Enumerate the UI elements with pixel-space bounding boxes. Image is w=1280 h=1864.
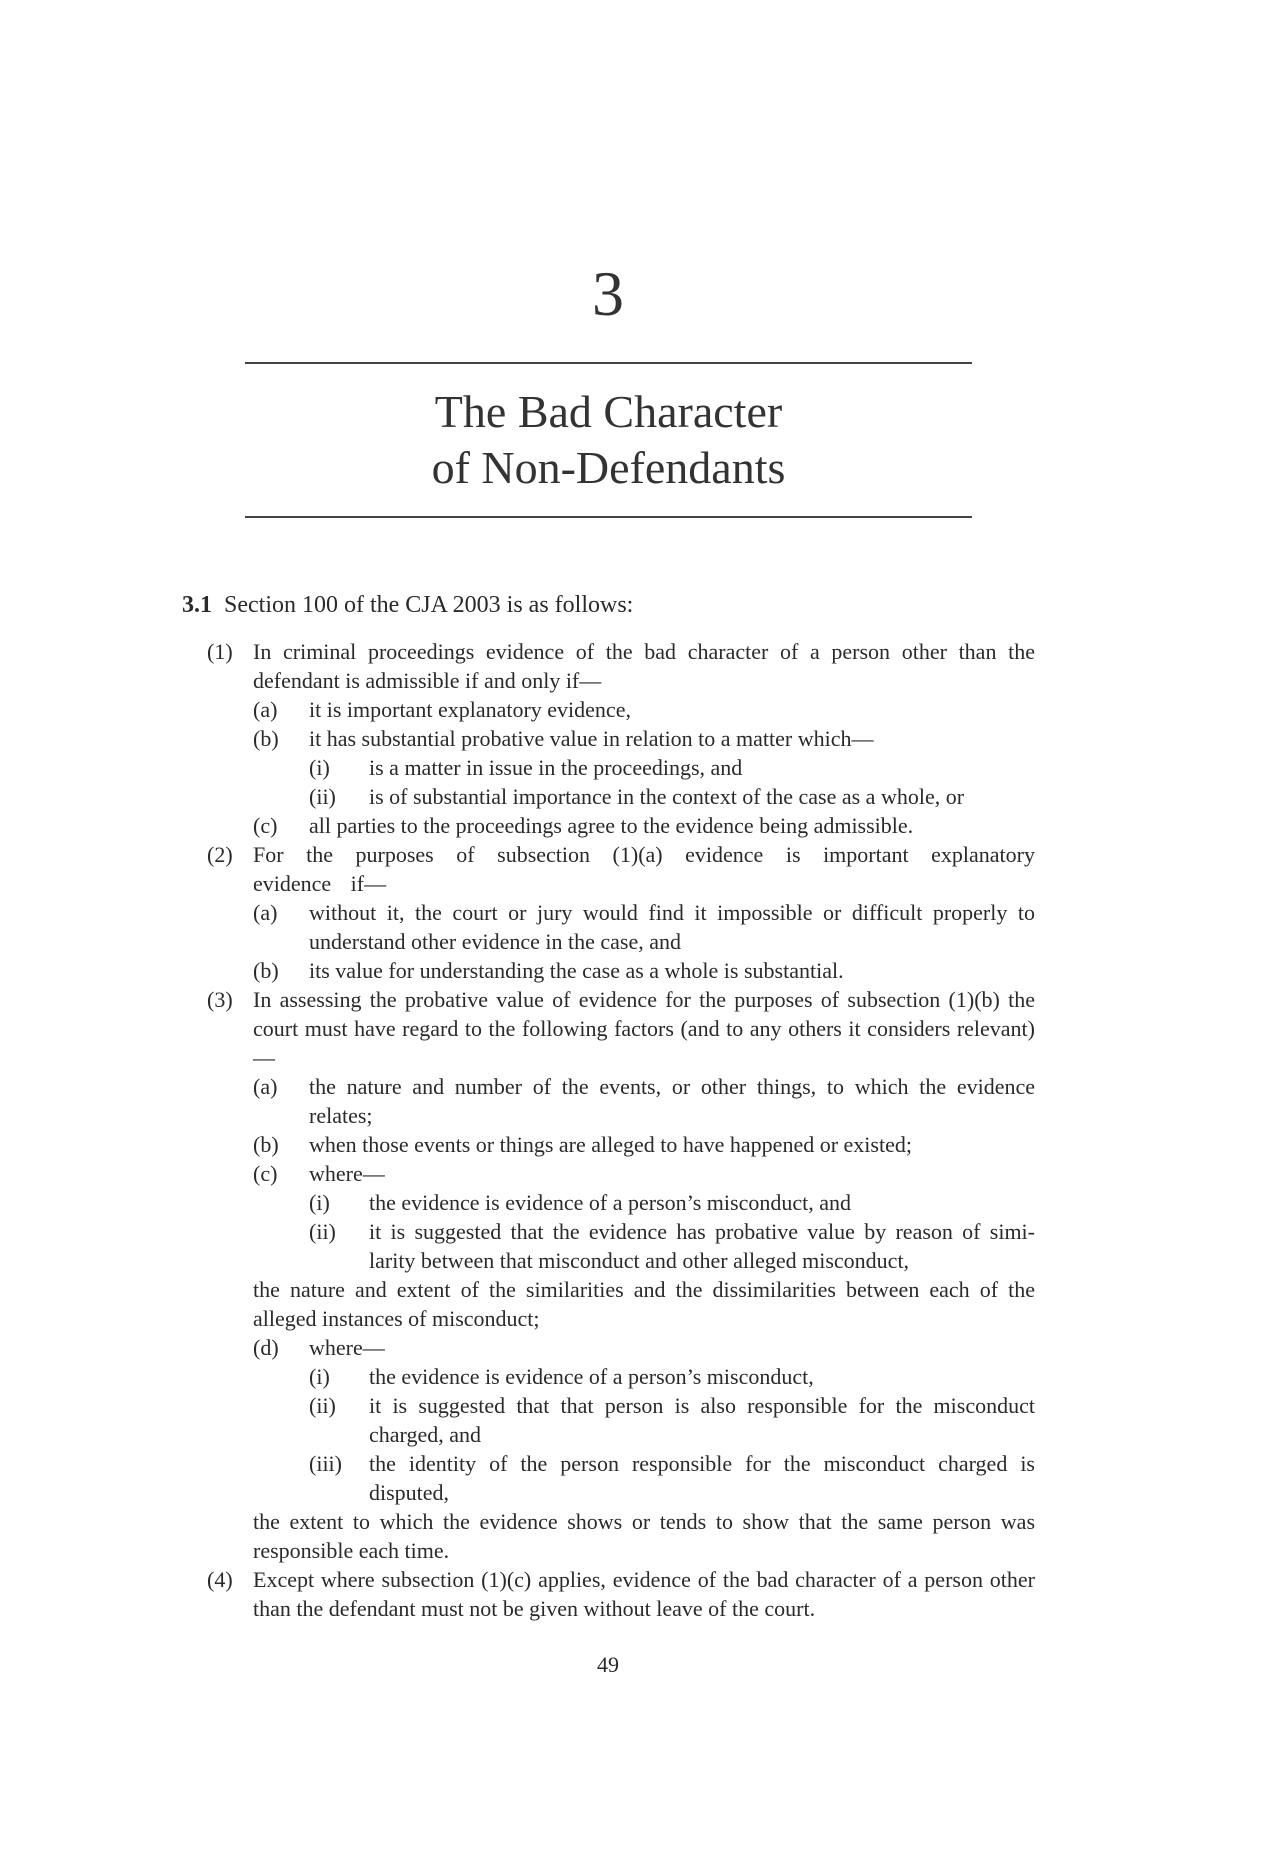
s3-c-label: (c) [253,1161,278,1186]
top-rule [245,362,972,364]
subsection-4-label: (4) [207,1567,233,1592]
s3-d-text: where— [309,1335,385,1360]
section-number: 3.1 [182,592,212,618]
s1-b-i-label: (i) [309,755,330,780]
chapter-title-line-1: The Bad Character [434,386,783,437]
bottom-rule [245,516,972,518]
s3-d-iii-label: (iii) [309,1451,342,1476]
chapter-title-line-2: of Non-Defendants [431,442,786,493]
section-heading [182,591,633,620]
s1-b-text: it has substantial probative value in relation to a matter which— [309,726,874,751]
chapter-number: 3 [592,258,624,329]
s3-d-label: (d) [253,1335,279,1360]
s3-b-text: when those events or things are alleged to have happened or existed; [309,1132,912,1157]
subsection-2-text: For the purposes of subsection (1)(a) evidence is important explanatory evidence if— [253,842,1035,896]
s3-a-text: the nature and number of the events, or other things, to which the evidence relates; [309,1074,1035,1128]
s3-c-i-label: (i) [309,1190,330,1215]
subsection-3-text: In assessing the probative value of evidence for the purposes of subsection (1)(b) the court must have regard to the following factors (and to any others it considers relevant)— [253,987,1035,1070]
s3-d-i-label: (i) [309,1364,330,1389]
s1-b-ii-text: is of substantial importance in the context of the case as a whole, or [369,784,965,809]
s3-a-label: (a) [253,1074,278,1099]
s3-c-i-text: the evidence is evidence of a person’s misconduct, and [369,1190,852,1215]
chapter-title [245,384,972,496]
s3-c-ii-text: it is suggested that the evidence has probative value by reason of simi-larity between that misconduct and other alleged misconduct, [369,1219,1035,1273]
subsection-1-text: In criminal proceedings evidence of the bad character of a person other than the defendant is admissible if and only if— [253,639,1035,693]
subsection-2-label: (2) [207,842,233,867]
s3-c-text: where— [309,1161,385,1186]
subsection-4-text: Except where subsection (1)(c) applies, evidence of the bad character of a person other than the defendant must not be given without leave of the court. [253,1567,1035,1621]
subsection-3-label: (3) [207,987,233,1012]
s3-c-tail: the nature and extent of the similarities and the dissimilarities between each of the alleged instances of misconduct; [253,1277,1035,1331]
page-number: 49 [597,1652,619,1677]
s1-a-text: it is important explanatory evidence, [309,697,631,722]
s3-c-ii-label: (ii) [309,1219,336,1244]
s1-c-text: all parties to the proceedings agree to the evidence being admissible. [309,813,914,838]
s3-d-iii-text: the identity of the person responsible for the misconduct charged is disputed, [369,1451,1035,1505]
s2-b-label: (b) [253,958,279,983]
s3-b-label: (b) [253,1132,279,1157]
s3-d-tail: the extent to which the evidence shows or tends to show that the same person was responsible each time. [253,1509,1035,1563]
s3-d-ii-text: it is suggested that that person is also responsible for the misconduct charged, and [369,1393,1035,1447]
s1-b-i-text: is a matter in issue in the proceedings, and [369,755,743,780]
s2-a-label: (a) [253,900,278,925]
s2-a-text: without it, the court or jury would find it impossible or difficult properly to understand other evidence in the case, and [309,900,1035,954]
s3-d-i-text: the evidence is evidence of a person’s misconduct, [369,1364,814,1389]
s1-b-ii-label: (ii) [309,784,336,809]
subsection-1-label: (1) [207,639,233,664]
s1-a-label: (a) [253,697,278,722]
s1-c-label: (c) [253,813,278,838]
s2-b-text: its value for understanding the case as a whole is substantial. [309,958,844,983]
s3-d-ii-label: (ii) [309,1393,336,1418]
section-intro: Section 100 of the CJA 2003 is as follows: [224,592,634,618]
s1-b-label: (b) [253,726,279,751]
